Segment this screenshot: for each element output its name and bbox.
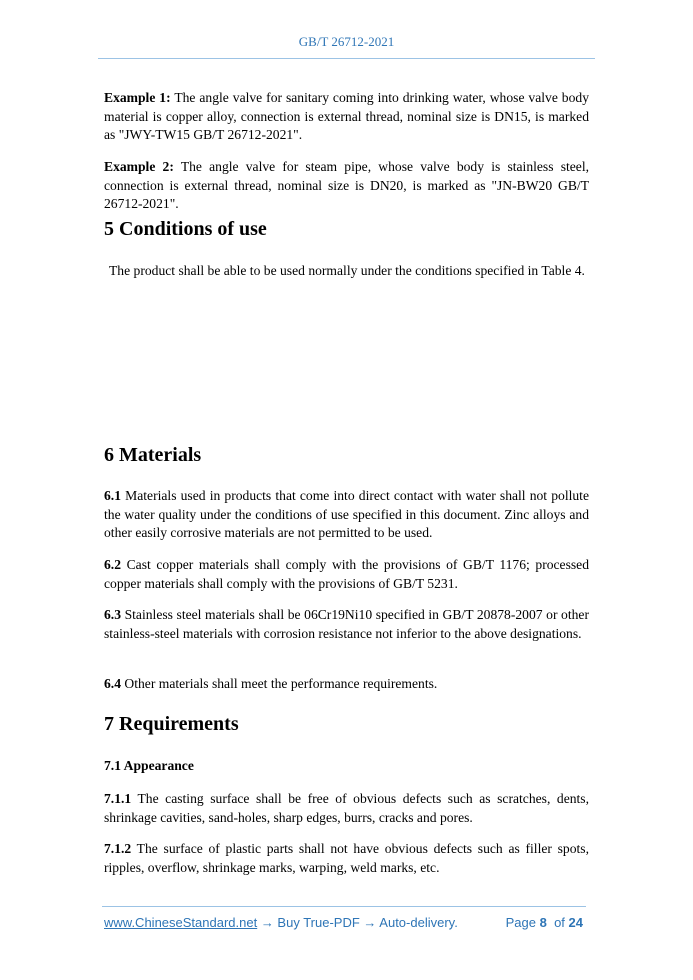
example-2 <box>104 158 589 214</box>
running-header: GB/T 26712-2021 <box>298 34 395 49</box>
clause-number: 6.1 <box>104 488 121 503</box>
clause-text: Other materials shall meet the performance requirements. <box>121 676 438 691</box>
clause-number: 7.1.1 <box>104 791 132 806</box>
clause-text: Cast copper materials shall comply with the provisions of GB/T 1176; processed copper materials shall comply with the provisions of GB/T 5231. <box>104 557 589 591</box>
example-text: The angle valve for sanitary coming into drinking water, whose valve body material is copper alloy, connection is external thread, nominal size is DN15, is marked as "JWY-TW15 GB/T 26712-2021". <box>104 90 589 143</box>
example-text: The angle valve for steam pipe, whose valve body is stainless steel, connection is external thread, nominal size is DN20, is marked as "JN-BW20 GB/T 26712-2021". <box>104 159 589 212</box>
page-indicator <box>506 915 583 930</box>
example-label: Example 1: <box>104 90 171 105</box>
example-1 <box>104 89 589 145</box>
clause-7-1-2 <box>104 840 589 877</box>
clause-text: The casting surface shall be free of obvious defects such as scratches, dents, shrinkage cavities, sand-holes, sharp edges, burrs, cracks and pores. <box>104 791 589 825</box>
website-link[interactable]: www.ChineseStandard.net <box>104 915 258 930</box>
clause-text: Materials used in products that come into direct contact with water shall not pollute the water quality under the conditions of use specified in this document. Zinc alloys and other easily corrosive materials are not permitted to be used. <box>104 488 589 541</box>
clause-6-3 <box>104 606 589 643</box>
subsection-7-1-heading: 7.1 Appearance <box>104 758 194 773</box>
clause-6-2 <box>104 556 589 593</box>
clause-number: 7.1.2 <box>104 841 132 856</box>
section-5-text: The product shall be able to be used normally under the conditions specified in Table 4. <box>109 263 585 278</box>
header-divider <box>98 58 595 59</box>
clause-6-1 <box>104 487 589 543</box>
section-6-heading: 6 Materials <box>104 444 202 466</box>
page-total: 24 <box>568 915 583 930</box>
clause-7-1-1 <box>104 790 589 827</box>
clause-6-4 <box>104 675 589 694</box>
example-label: Example 2: <box>104 159 174 174</box>
page-label: Page <box>505 915 536 930</box>
page-number: 8 <box>539 915 547 930</box>
footer-text: → Buy True-PDF → Auto-delivery. <box>257 915 458 930</box>
clause-number: 6.4 <box>104 676 121 691</box>
of-label: of <box>554 915 565 930</box>
clause-text: The surface of plastic parts shall not have obvious defects such as filler spots, ripples, overflow, shrinkage marks, warping, weld marks, etc. <box>104 841 589 875</box>
clause-number: 6.3 <box>104 607 121 622</box>
footer <box>104 915 589 930</box>
footer-divider <box>102 906 586 907</box>
section-5-heading: 5 Conditions of use <box>104 218 267 240</box>
clause-text: Stainless steel materials shall be 06Cr19Ni10 specified in GB/T 20878-2007 or other stainless-steel materials with corrosion resistance not inferior to the above designations. <box>104 607 589 641</box>
clause-number: 6.2 <box>104 557 121 572</box>
section-7-heading: 7 Requirements <box>104 713 239 735</box>
